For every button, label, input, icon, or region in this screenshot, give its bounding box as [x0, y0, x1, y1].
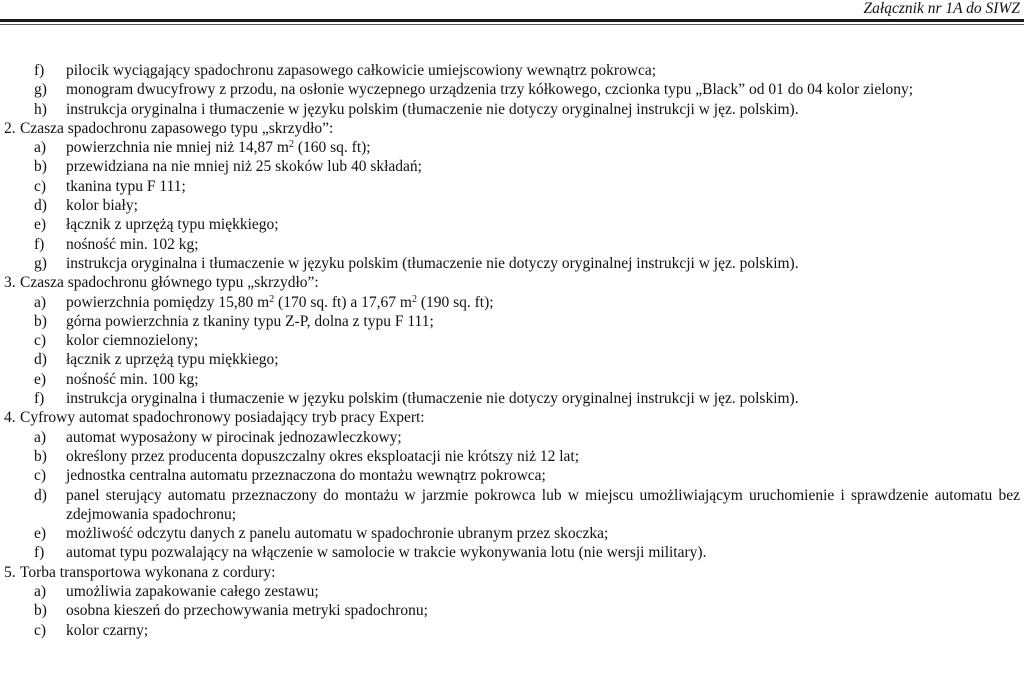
item-text: kolor biały;	[66, 197, 138, 215]
list-item	[0, 312, 1024, 331]
list-item	[0, 196, 1024, 215]
item-text: tkanina typu F 111;	[66, 177, 186, 195]
section-number: 2.	[4, 119, 16, 137]
item-text: górna powierzchnia z tkaniny typu Z-P, dolna z typu F 111;	[66, 312, 434, 330]
item-marker: d)	[34, 351, 47, 369]
list-item	[0, 389, 1024, 408]
section-title: Torba transportowa wykonana z cordury:	[20, 563, 276, 581]
list-item	[0, 486, 1024, 525]
item-text: łącznik z uprzężą typu miękkiego;	[66, 216, 279, 234]
item-text: jednostka centralna automatu przeznaczona do montażu wewnątrz pokrowca;	[66, 467, 546, 485]
item-text-part: powierzchnia nie mniej niż 14,87 m	[66, 139, 289, 157]
list-item	[0, 254, 1024, 273]
item-text: umożliwia zapakowanie całego zestawu;	[66, 583, 319, 601]
item-text: automat wyposażony w pirocinak jednozawleczkowy;	[66, 428, 402, 446]
item-marker: a)	[34, 428, 47, 446]
item-marker: a)	[34, 583, 47, 601]
item-marker: b)	[34, 312, 47, 330]
item-marker: c)	[34, 621, 47, 639]
list-item	[0, 293, 1024, 312]
list-item	[0, 215, 1024, 234]
item-text-part: (170 sq. ft) a 17,67 m	[274, 293, 412, 311]
superscript: 2	[411, 293, 417, 305]
item-marker: f)	[34, 62, 45, 79]
list-item	[0, 582, 1024, 601]
list-item	[0, 235, 1024, 254]
item-text: panel sterujący automatu przeznaczony do montażu w jarzmie pokrowca lub w miejscu umożliwiającym uruchomienie i sprawdzenie automatu bez zdejmowania spadochronu;	[66, 486, 1020, 523]
item-text: monogram dwucyfrowy z przodu, na osłonie wyczepnego urządzenia trzy kółkowego, czcionka typu „Black” od 01 do 04 kolor zielony;	[66, 81, 914, 99]
list-item	[0, 61, 1024, 80]
item-text-part: (160 sq. ft);	[293, 139, 371, 157]
item-marker: a)	[34, 293, 47, 311]
list-item	[0, 370, 1024, 389]
section-heading	[0, 273, 1024, 292]
item-marker: f)	[34, 235, 45, 253]
header-rule	[0, 19, 1024, 22]
list-item	[0, 350, 1024, 369]
item-text: osobna kieszeń do przechowywania metryki spadochronu;	[66, 602, 428, 620]
item-marker: c)	[34, 467, 47, 485]
header-rule-thin	[0, 24, 1024, 25]
list-item	[0, 543, 1024, 562]
section-title: Czasza spadochronu głównego typu „skrzydło”:	[20, 274, 319, 292]
list-item	[0, 466, 1024, 485]
item-marker: c)	[34, 332, 47, 350]
item-text: nośność min. 100 kg;	[66, 370, 199, 388]
section-number: 5.	[4, 563, 16, 581]
document-body	[0, 61, 1024, 640]
section-title: Czasza spadochronu zapasowego typu „skrzydło”:	[20, 119, 334, 137]
list-item	[0, 621, 1024, 640]
section-number: 3.	[4, 274, 16, 292]
list-item	[0, 80, 1024, 99]
list-item	[0, 428, 1024, 447]
list-item	[0, 601, 1024, 620]
section-number: 4.	[4, 409, 16, 427]
item-text-part: (190 sq. ft);	[416, 293, 494, 311]
list-item	[0, 157, 1024, 176]
list-item	[0, 447, 1024, 466]
item-marker: e)	[34, 370, 47, 388]
item-marker: h)	[34, 100, 47, 118]
item-text: nośność min. 102 kg;	[66, 235, 199, 253]
item-text: instrukcja oryginalna i tłumaczenie w języku polskim (tłumaczenie nie dotyczy oryginalnej instrukcji w jęz. polskim).	[66, 100, 799, 118]
item-marker: d)	[34, 197, 47, 215]
item-marker: g)	[34, 254, 47, 272]
item-text: kolor czarny;	[66, 621, 149, 639]
item-marker: b)	[34, 158, 47, 176]
list-item	[0, 524, 1024, 543]
section-heading	[0, 408, 1024, 427]
item-text: łącznik z uprzężą typu miękkiego;	[66, 351, 279, 369]
list-item	[0, 100, 1024, 119]
item-text: możliwość odczytu danych z panelu automatu w spadochronie ubranym przez skoczka;	[66, 525, 609, 543]
item-marker: e)	[34, 216, 47, 234]
item-text-part: powierzchnia pomiędzy 15,80 m	[66, 293, 270, 311]
item-marker: b)	[34, 602, 47, 620]
attachment-label: Załącznik nr 1A do SIWZ	[863, 0, 1020, 17]
section-heading	[0, 119, 1024, 138]
item-text: instrukcja oryginalna i tłumaczenie w języku polskim (tłumaczenie nie dotyczy oryginalnej instrukcji w jęz. polskim).	[66, 390, 799, 408]
item-text: instrukcja oryginalna i tłumaczenie w języku polskim (tłumaczenie nie dotyczy oryginalnej instrukcji w jęz. polskim).	[66, 254, 799, 272]
item-text: automat typu pozwalający na włączenie w samolocie w trakcie wykonywania lotu (nie wersji military).	[66, 544, 707, 562]
item-text: kolor ciemnozielony;	[66, 332, 199, 350]
list-item	[0, 177, 1024, 196]
list-item	[0, 138, 1024, 157]
item-marker: a)	[34, 139, 47, 157]
item-marker: b)	[34, 447, 47, 465]
item-text	[66, 293, 1024, 312]
superscript: 2	[269, 293, 275, 305]
section-title: Cyfrowy automat spadochronowy posiadający tryb pracy Expert:	[20, 409, 425, 427]
item-marker: f)	[34, 390, 45, 408]
item-text: pilocik wyciągający spadochronu zapasowego całkowicie umiejscowiony wewnątrz pokrowca;	[66, 62, 657, 79]
item-marker: c)	[34, 177, 47, 195]
item-marker: d)	[34, 486, 47, 504]
item-text: określony przez producenta dopuszczalny okres eksploatacji nie krótszy niż 12 lat;	[66, 447, 580, 465]
item-marker: f)	[34, 544, 45, 562]
item-marker: g)	[34, 81, 47, 99]
item-text	[66, 138, 1024, 157]
section-heading	[0, 563, 1024, 582]
list-item	[0, 331, 1024, 350]
superscript: 2	[288, 139, 294, 151]
item-text: przewidziana na nie mniej niż 25 skoków lub 40 składań;	[66, 158, 422, 176]
item-marker: e)	[34, 525, 47, 543]
